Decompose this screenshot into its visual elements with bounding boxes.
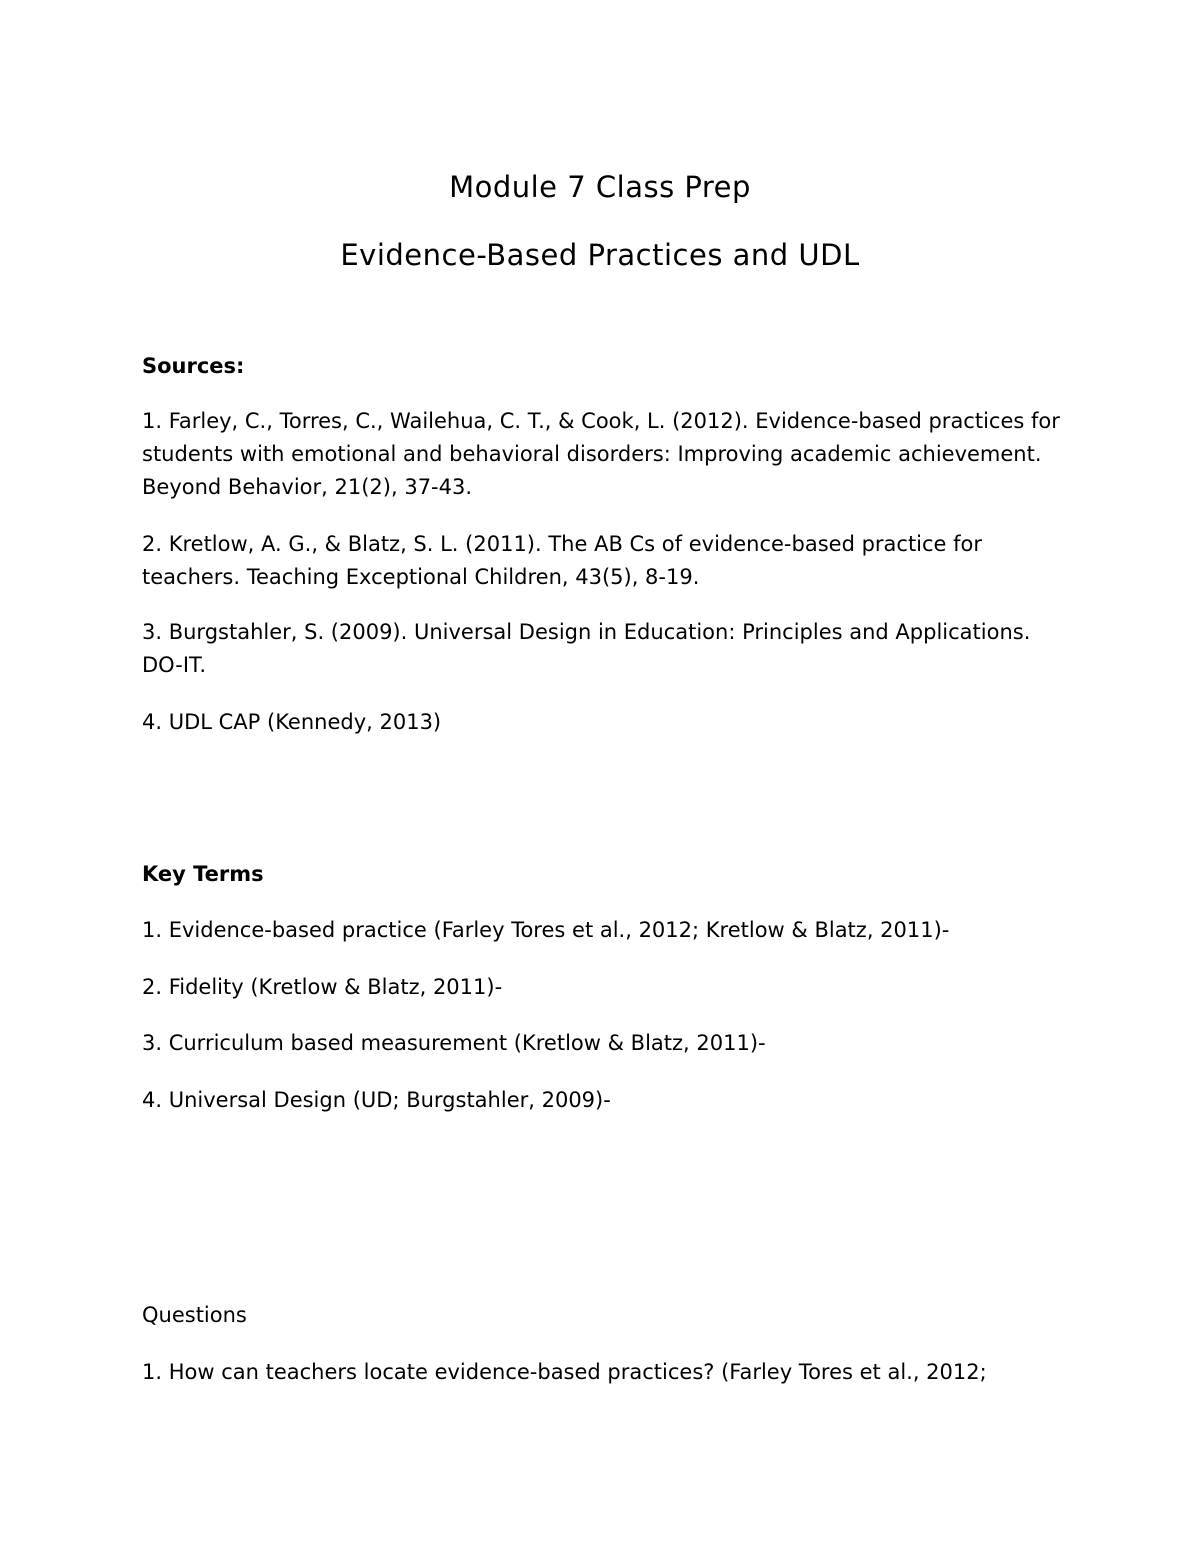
question-item-1: 1. How can teachers locate evidence-based practices? (Farley Tores et al., 2012; (142, 1360, 987, 1384)
source-item-2: 2. Kretlow, A. G., & Blatz, S. L. (2011). The AB Cs of evidence-based practice for teachers. Teaching Exceptional Children, 43(5), 8-19. (142, 532, 983, 589)
key-term-item-2: 2. Fidelity (Kretlow & Blatz, 2011)- (142, 975, 503, 999)
document-subtitle: Evidence-Based Practices and UDL (340, 238, 860, 272)
key-term-item-4: 4. Universal Design (UD; Burgstahler, 2009)- (142, 1088, 611, 1112)
source-item-1: 1. Farley, C., Torres, C., Wailehua, C. T., & Cook, L. (2012). Evidence-based practices for students with emotional and behavioral disorders: Improving academic achievement. Beyond Behavior, 21(2), 37-43. (142, 409, 1060, 499)
key-term-item-1: 1. Evidence-based practice (Farley Tores et al., 2012; Kretlow & Blatz, 2011)- (142, 918, 950, 942)
source-item-3: 3. Burgstahler, S. (2009). Universal Design in Education: Principles and Applications. DO-IT. (142, 620, 1031, 677)
key-term-item-3: 3. Curriculum based measurement (Kretlow & Blatz, 2011)- (142, 1031, 766, 1055)
document-title: Module 7 Class Prep (449, 170, 751, 204)
source-item-4: 4. UDL CAP (Kennedy, 2013) (142, 710, 442, 734)
questions-heading: Questions (142, 1303, 247, 1327)
key-terms-heading: Key Terms (142, 862, 264, 886)
sources-heading: Sources: (142, 354, 245, 378)
